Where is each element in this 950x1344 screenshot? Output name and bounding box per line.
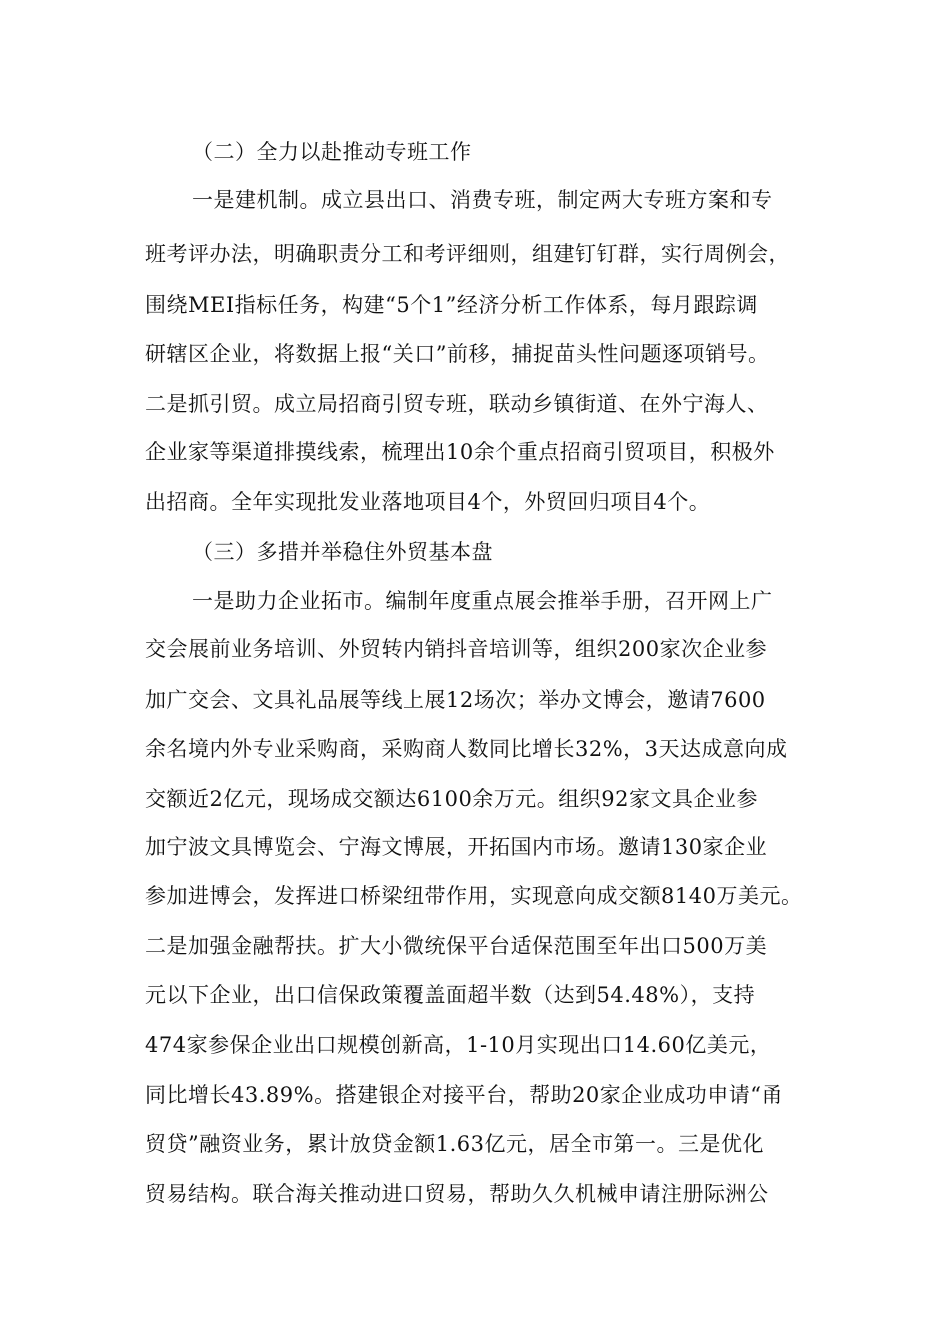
paragraph-line: 围绕MEI指标任务，构建“5个1”经济分析工作体系，每月跟踪调 — [145, 293, 758, 317]
paragraph-line: 加宁波文具博览会、宁海文博展，开拓国内市场。邀请130家企业 — [145, 835, 768, 859]
paragraph-line: 贸贷”融资业务，累计放贷金额1.63亿元，居全市第一。三是优化 — [145, 1132, 764, 1156]
paragraph-line: 参加进博会，发挥进口桥梁纽带作用，实现意向成交额8140万美元。 — [145, 884, 803, 908]
paragraph-line: 研辖区企业，将数据上报“关口”前移，捕捉苗头性问题逐项销号。 — [145, 342, 770, 366]
section-heading-3: （三）多措并举稳住外贸基本盘 — [192, 540, 493, 564]
paragraph-line: 一是助力企业拓市。编制年度重点展会推举手册，召开网上广 — [192, 589, 773, 613]
paragraph-line: 474家参保企业出口规模创新高，1-10月实现出口14.60亿美元， — [145, 1033, 772, 1057]
paragraph-line: 交额近2亿元，现场成交额达6100余万元。组织92家文具企业参 — [145, 787, 759, 811]
paragraph-line: 出招商。全年实现批发业落地项目4个，外贸回归项目4个。 — [145, 490, 711, 514]
paragraph-line: 元以下企业，出口信保政策覆盖面超半数（达到54.48%），支持 — [145, 983, 756, 1007]
paragraph-line: 二是抓引贸。成立局招商引贸专班，联动乡镇街道、在外宁海人、 — [145, 392, 769, 416]
paragraph-line: 企业家等渠道排摸线索，梳理出10余个重点招商引贸项目，积极外 — [145, 440, 775, 464]
paragraph-line: 班考评办法，明确职责分工和考评细则，组建钉钉群，实行周例会， — [145, 242, 790, 266]
paragraph-line: 二是加强金融帮扶。扩大小微统保平台适保范围至年出口500万美 — [145, 934, 768, 958]
paragraph-line: 贸易结构。联合海关推动进口贸易，帮助久久机械申请注册际洲公 — [145, 1182, 769, 1206]
paragraph-line: 同比增长43.89%。搭建银企对接平台，帮助20家企业成功申请“甬 — [145, 1083, 784, 1107]
paragraph-line: 交会展前业务培训、外贸转内销抖音培训等，组织200家次企业参 — [145, 637, 768, 661]
paragraph-line: 加广交会、文具礼品展等线上展12场次；举办文博会，邀请7600 — [145, 688, 766, 712]
section-heading-2: （二）全力以赴推动专班工作 — [192, 140, 472, 164]
paragraph-line: 一是建机制。成立县出口、消费专班，制定两大专班方案和专 — [192, 188, 773, 212]
paragraph-line: 余名境内外专业采购商，采购商人数同比增长32%，3天达成意向成 — [145, 737, 788, 761]
